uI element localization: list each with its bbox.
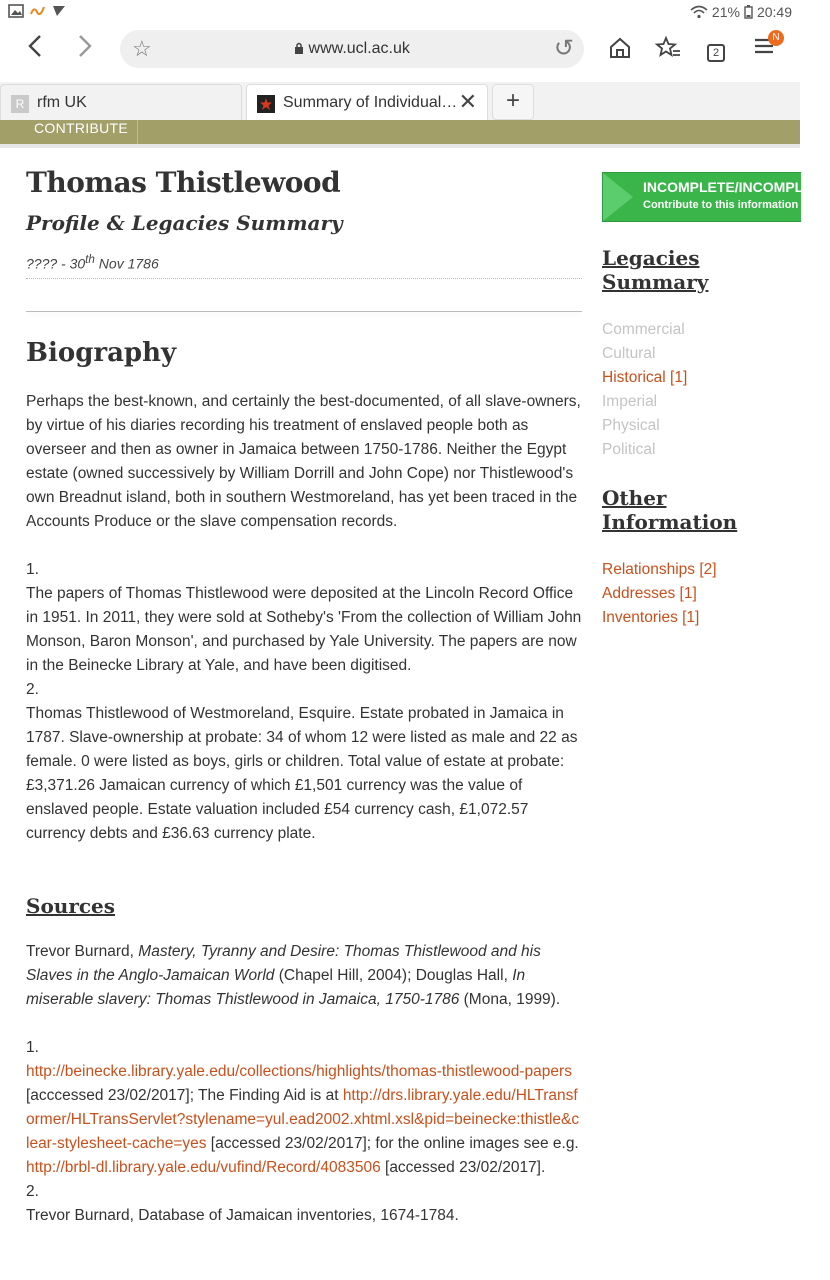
legacies-list [602,318,800,462]
url-display[interactable] [120,40,584,58]
nav-shadow [0,144,800,148]
url-text: www.ucl.ac.uk [308,40,410,57]
source-note: Trevor Burnard, Database of Jamaican inventories, 1674-1784. [26,1206,459,1224]
legacy-item-physical: Physical [602,417,660,434]
legacy-item-historical[interactable]: Historical [1] [602,369,688,386]
page-subtitle: Profile & Legacies Summary [26,211,343,235]
battery-percent: 21% [711,4,740,20]
reload-icon[interactable]: ↺ [553,35,574,62]
note-number: 1. [26,560,39,578]
beinecke-link[interactable]: http://beinecke.library.yale.edu/collections/highlights/thomas-thistlewood-papers [26,1062,572,1080]
finding-aid-link[interactable]: http://drs.library.yale.edu/HLTransformer/HLTransServlet?stylename=yul.ead2002.xhtml.xsl&pid=beinecke:thistle&clear-stylesheet-cache=yes [26,1086,580,1152]
other-info-heading: Other Information [602,486,738,534]
new-tab-button[interactable]: + [492,84,534,120]
legacy-item-cultural: Cultural [602,345,656,362]
sources-text: Trevor Burnard, Mastery, Tyranny and Desire: Thomas Thistlewood and his Slaves in the Anglo-Jamaican World (Chapel Hill, 2004); Douglas Hall, In miserable slavery: Thomas Thistlewood in Jamaica, 1750-1786 (Mona, 1999). [26,942,561,1008]
legacies-heading: Legacies Summary [602,246,709,294]
section-divider [26,311,582,312]
browser-toolbar [0,26,800,74]
clock: 20:49 [756,4,792,20]
note-number: 2. [26,680,39,698]
life-dates: ???? - 30th Nov 1786 [26,253,582,279]
tab-summary[interactable] [246,84,488,121]
address-bar[interactable] [120,30,584,68]
menu-button[interactable] [748,32,780,66]
star-list-icon [655,36,681,60]
biography-heading: Biography [26,337,177,368]
nav-contribute-link[interactable]: CONTRIBUTE [34,120,128,136]
rfm-favicon-icon: R [11,95,29,113]
status-bar [0,0,800,26]
biography-note: Thomas Thistlewood of Westmoreland, Esquire. Estate probated in Jamaica in 1787. Slave-ownership at probate: 34 of whom 12 were listed as male and 22 as female. 0 were listed as boys, girls or children. Total value of estate at probate: £3,371.26 Jamaican currency of which £1,501 currency was the value of enslaved people. Estate valuation included £54 currency cash, £1,072.57 currency debts and £36.63 currency plate. [26,704,578,842]
bookmark-star-icon[interactable]: ☆ [132,36,152,61]
tabs-button[interactable] [700,36,732,66]
other-info-list [602,558,800,630]
incomplete-contribute-banner[interactable] [602,172,830,222]
home-icon [608,36,632,60]
tab-title: rfm UK [37,94,87,111]
bookmarks-button[interactable] [652,36,684,66]
tab-count: 2 [707,44,725,62]
battery-icon [744,5,753,19]
source-note: http://beinecke.library.yale.edu/collections/highlights/thomas-thistlewood-papers [acccessed 23/02/2017]; The Finding Aid is at http://drs.library.yale.edu/HLTransformer/HLTransServlet?stylename=yul.ead2002.xhtml.xsl&pid=beinecke:thistle&clear-stylesheet-cache=yes [accessed 23/02/2017]; for the online images see e.g. http://brbl-dl.library.yale.edu/vufind/Record/4083506 [accessed 23/02/2017]. [26,1062,580,1176]
home-button[interactable] [604,36,636,66]
incomplete-subtitle: Contribute to this information [643,199,799,211]
wifi-icon [690,5,708,19]
status-system [690,4,792,20]
legacy-item-commercial: Commercial [602,321,685,338]
tab-strip [0,82,800,120]
send-icon [52,4,66,18]
tab-rfm-uk[interactable] [0,84,242,121]
online-images-link[interactable]: http://brbl-dl.library.yale.edu/vufind/Record/4083506 [26,1158,381,1176]
nav-separator [137,120,138,144]
other-item-addresses[interactable]: Addresses [1] [602,585,697,602]
sidebar [602,172,830,630]
forward-button[interactable] [68,34,100,66]
back-button[interactable] [20,34,52,66]
incomplete-title: INCOMPLETE/INCOMPLETE [643,179,830,195]
tab-title: Summary of Individual… [283,94,458,111]
lock-icon [294,42,304,54]
arrow-right-icon [603,173,633,221]
chevron-right-icon [74,34,94,58]
source-note-number: 2. [26,1182,39,1200]
source-note-number: 1. [26,1038,39,1056]
menu-notification-badge: N [768,30,784,46]
sources-heading: Sources [26,893,116,918]
main-content [26,166,582,1228]
legacy-item-imperial: Imperial [602,393,658,410]
chevron-left-icon [26,34,46,58]
biography-text: Perhaps the best-known, and certainly the best-documented, of all slave-owners, by virtue of his diaries recording his treatment of enslaved people both as overseer and then as owner in Jamaica between 1750-1786. Neither the Egypt estate (owned successively by William Dorrill and John Cope) nor Thistlewood's own Breadnut island, both in southern Westmoreland, has yet been traced in the Accounts Produce or the slave compensation records. [26,392,581,530]
app-wave-icon [30,4,46,18]
page-title: Thomas Thistlewood [26,166,341,199]
ucl-favicon-icon [257,95,275,113]
gallery-icon [8,4,24,18]
legacy-item-political: Political [602,441,656,458]
close-tab-icon[interactable]: ✕ [458,89,477,114]
biography-note: The papers of Thomas Thistlewood were deposited at the Lincoln Record Office in 1951. In 2011, they were sold at Sotheby's 'From the collection of William John Monson, Baron Monson', and purchased by Yale University. The papers are now in the Beinecke Library at Yale, and have been digitised. [26,584,582,674]
site-nav-bar [0,120,800,144]
other-item-relationships[interactable]: Relationships [2] [602,561,717,578]
status-notifications [8,4,66,18]
other-item-inventories[interactable]: Inventories [1] [602,609,700,626]
